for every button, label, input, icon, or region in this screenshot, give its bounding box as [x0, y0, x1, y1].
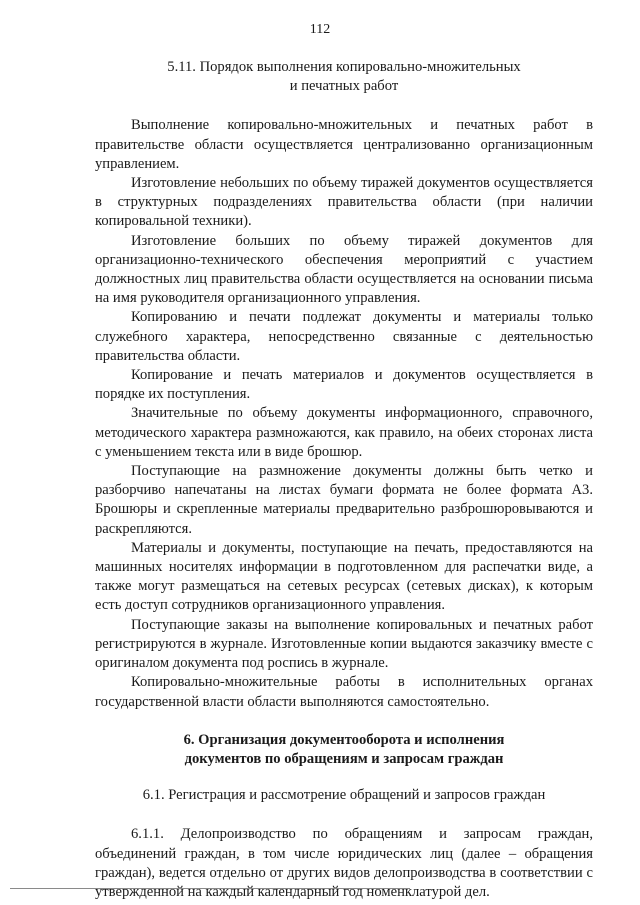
paragraph: Поступающие заказы на выполнение копировальных и печатных работ регистрируются в журнале. Изготовленные копии выдаются заказчику вместе с оригиналом документа под роспись в журнале.	[95, 616, 593, 672]
section-6-heading-line-1: 6. Организация документооборота и исполнения	[183, 731, 505, 748]
page-number: 112	[309, 22, 331, 37]
paragraph: Копирование и печать материалов и документов осуществляется в порядке их поступления.	[95, 367, 593, 403]
paragraph: Поступающие на размножение документы должны быть четко и разборчиво напечатаны на листах бумаги формата не более формата А3. Брошюры и скрепленные материалы предварительно разброшюровываются и раскрепляются.	[95, 463, 593, 537]
section-6-1-heading: 6.1. Регистрация и рассмотрение обращений и запросов граждан	[142, 787, 546, 804]
page-content	[95, 58, 593, 902]
section-6-heading-line-2: документов по обращениям и запросам граждан	[184, 750, 504, 767]
section-5-11-heading-line-2: и печатных работ	[289, 78, 399, 95]
section-5-11-heading-line-1: 5.11. Порядок выполнения копировально-множительных	[167, 59, 521, 75]
footer-divider	[10, 888, 410, 889]
paragraph: Изготовление небольших по объему тиражей документов осуществляется в структурных подразделениях правительства области (при наличии копировальной техники).	[95, 175, 593, 230]
section-6-heading	[95, 731, 593, 769]
paragraph: Копировально-множительные работы в исполнительных органах государственной власти области выполняются самостоятельно.	[95, 674, 593, 710]
paragraph: Выполнение копировально-множительных и печатных работ в правительстве области осуществляется централизованно организационным управлением.	[95, 117, 593, 172]
paragraph: Значительные по объему документы информационного, справочного, методического характера размножаются, как правило, на обеих сторонах листа с уменьшением текста или в виде брошюр.	[95, 405, 593, 460]
section-5-11-heading	[95, 58, 593, 96]
paragraph-6-1-1: 6.1.1. Делопроизводство по обращениям и запросам граждан, объединений граждан, в том числе юридических лиц (далее – обращения граждан), ведется отдельно от других видов делопроизводства в соответствии с утвержденной на каждый календарный год номенклатурой дел.	[95, 826, 593, 900]
paragraph: Материалы и документы, поступающие на печать, предоставляются на машинных носителях информации в подготовленном для распечатки виде, а также могут размещаться на сетевых ресурсах (сетевых дисках), к которым есть доступ сотрудников организационного управления.	[95, 539, 593, 614]
paragraph: Копированию и печати подлежат документы и материалы только служебного характера, непосредственно связанные с деятельностью правительства области.	[95, 309, 593, 364]
paragraph: Изготовление больших по объему тиражей документов для организационно-технического обеспечения мероприятий с участием должностных лиц правительства области осуществляется на основании письма на имя руководителя организационного управления.	[95, 232, 593, 307]
